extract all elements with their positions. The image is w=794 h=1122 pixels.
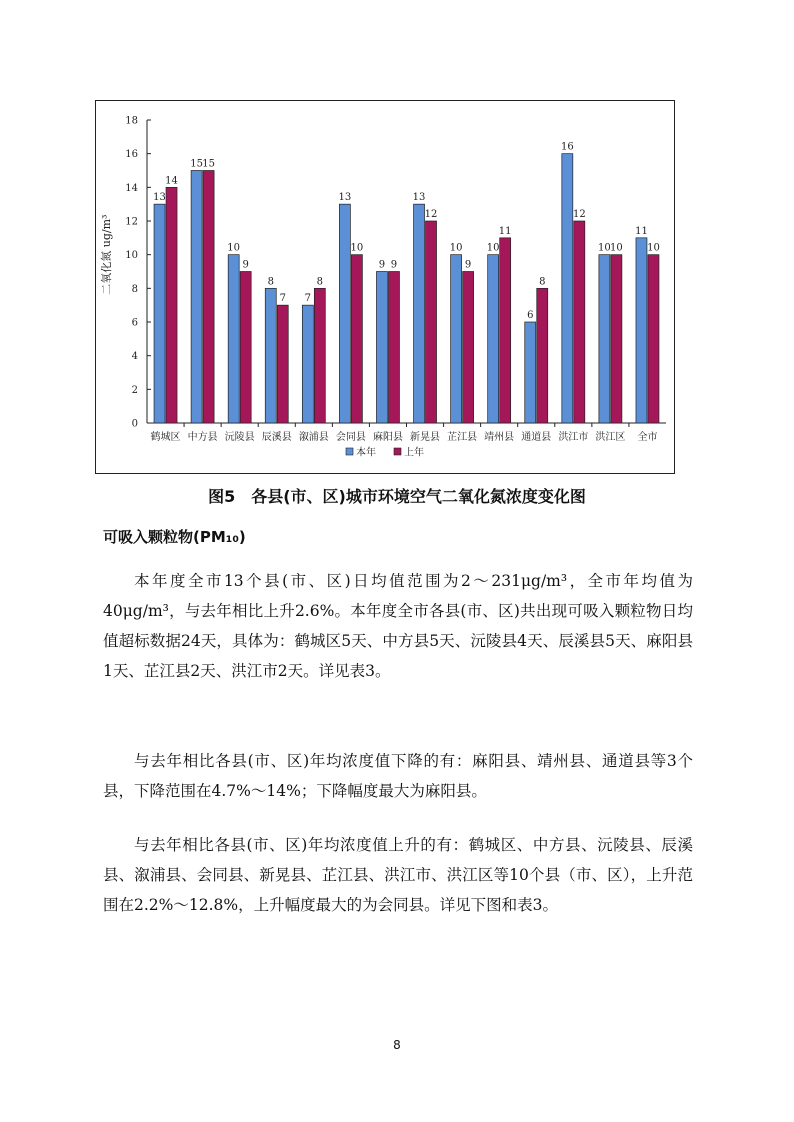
bar-value-label: 10 <box>449 242 463 254</box>
bar-current <box>376 272 387 424</box>
x-tick-label: 新晃县 <box>410 432 441 443</box>
bar-current <box>451 255 462 423</box>
x-tick-label: 会同县 <box>335 432 366 443</box>
bar-previous <box>574 221 585 423</box>
page-number: 8 <box>393 1038 401 1052</box>
bar-value-label: 8 <box>267 276 274 288</box>
y-tick-label: 6 <box>131 317 138 329</box>
x-tick-label: 芷江县 <box>447 432 478 443</box>
bar-previous <box>463 272 474 424</box>
bar-previous <box>240 272 251 424</box>
no2-bar-chart <box>95 100 675 474</box>
bar-current <box>228 255 239 423</box>
y-tick-label: 8 <box>131 283 138 295</box>
bar-value-label: 11 <box>498 225 512 237</box>
bar-previous <box>166 187 177 423</box>
chart-svg <box>96 101 674 473</box>
bar-previous <box>426 221 437 423</box>
bar-value-label: 12 <box>424 209 438 220</box>
bar-previous <box>500 238 511 423</box>
y-axis-title: 二氧化氮 ug/m³ <box>100 214 113 295</box>
bar-value-label: 16 <box>560 141 574 153</box>
bar-value-label: 10 <box>647 242 660 254</box>
y-tick-label: 2 <box>131 384 138 396</box>
legend-swatch <box>346 448 353 455</box>
bar-previous <box>351 255 362 423</box>
y-tick-label: 0 <box>131 418 138 430</box>
bar-value-label: 10 <box>610 242 623 254</box>
bar-previous <box>611 255 622 423</box>
bar-value-label: 15 <box>190 158 203 170</box>
y-tick-label: 4 <box>131 351 138 363</box>
paragraph-decrease: 与去年相比各县(市、区)年均浓度值下降的有：麻阳县、靖州县、通道县等3个县，下降范围在4.7%～14%；下降幅度最大为麻阳县。 <box>103 752 693 800</box>
bar-current <box>302 305 313 423</box>
x-tick-label: 溆浦县 <box>298 432 329 443</box>
bar-value-label: 9 <box>464 259 472 271</box>
bar-current <box>191 171 202 424</box>
y-tick-label: 14 <box>125 182 138 194</box>
bar-value-label: 7 <box>279 293 286 305</box>
bar-current <box>154 204 165 423</box>
bar-value-label: 13 <box>153 192 166 204</box>
paragraph-pm10-summary: 本年度全市13个县(市、区)日均值范围为2～231μg/m³，全市年均值为40μg/m³，与去年相比上升2.6%。本年度全市各县(市、区)共出现可吸入颗粒物日均值超标数据24天，具体为：鹤城区5天、中方县5天、沅陵县4天、辰溪县5天、麻阳县1天、芷江县2天、洪江市2天。详见表3。 <box>103 572 693 680</box>
bar-value-label: 9 <box>242 259 249 271</box>
bar-current <box>339 204 350 423</box>
bar-current <box>265 288 276 423</box>
legend-label: 本年 <box>356 447 376 459</box>
bar-value-label: 10 <box>486 242 500 254</box>
bar-current <box>562 154 573 423</box>
bar-value-label: 10 <box>227 242 241 254</box>
bar-current <box>636 238 647 423</box>
x-tick-label: 辰溪县 <box>261 432 292 443</box>
bar-value-label: 9 <box>390 259 398 271</box>
legend-label: 上年 <box>404 447 424 459</box>
bar-value-label: 8 <box>316 276 324 288</box>
x-tick-label: 通道县 <box>521 432 552 443</box>
x-tick-label: 靖州县 <box>484 432 515 443</box>
x-tick-label: 中方县 <box>187 432 218 443</box>
y-tick-label: 10 <box>125 250 138 262</box>
bar-previous <box>648 255 659 423</box>
x-tick-label: 沅陵县 <box>224 432 255 443</box>
bar-previous <box>203 171 214 424</box>
y-tick-label: 16 <box>125 149 138 161</box>
bar-value-label: 15 <box>202 158 215 170</box>
figure-caption: 图5 各县(市、区)城市环境空气二氧化氮浓度变化图 <box>208 487 586 506</box>
bar-previous <box>537 288 548 423</box>
x-tick-label: 麻阳县 <box>372 432 403 443</box>
paragraph-increase: 与去年相比各县(市、区)年均浓度值上升的有：鹤城区、中方县、沅陵县、辰溪县、溆浦县、会同县、新晃县、芷江县、洪江市、洪江区等10个县（市、区），上升范围在2.2%～12.8%，上升幅度最大的为会同县。详见下图和表3。 <box>103 836 693 914</box>
bar-value-label: 9 <box>378 259 386 271</box>
bar-value-label: 13 <box>338 192 352 204</box>
bar-value-label: 11 <box>635 225 648 237</box>
bar-previous <box>277 305 288 423</box>
bar-previous <box>388 272 399 424</box>
bar-previous <box>314 288 325 423</box>
x-tick-label: 全市 <box>637 432 658 443</box>
bar-value-label: 8 <box>539 276 546 288</box>
bar-current <box>525 322 536 423</box>
bar-current <box>414 204 425 423</box>
bar-current <box>599 255 610 423</box>
legend-swatch <box>394 448 401 455</box>
bar-current <box>488 255 499 423</box>
x-tick-label: 洪江区 <box>595 432 626 443</box>
section-heading: 可吸入颗粒物(PM₁₀) <box>103 528 246 546</box>
bar-value-label: 7 <box>304 293 312 305</box>
bar-value-label: 12 <box>572 209 586 220</box>
bar-value-label: 13 <box>412 192 426 204</box>
x-tick-label: 洪江市 <box>558 432 589 443</box>
bar-value-label: 10 <box>350 242 364 254</box>
y-tick-label: 18 <box>125 115 138 127</box>
bar-value-label: 10 <box>598 242 611 254</box>
y-tick-label: 12 <box>125 216 138 228</box>
bar-value-label: 14 <box>165 175 178 187</box>
bar-value-label: 6 <box>527 310 534 321</box>
x-tick-label: 鹤城区 <box>150 432 181 443</box>
